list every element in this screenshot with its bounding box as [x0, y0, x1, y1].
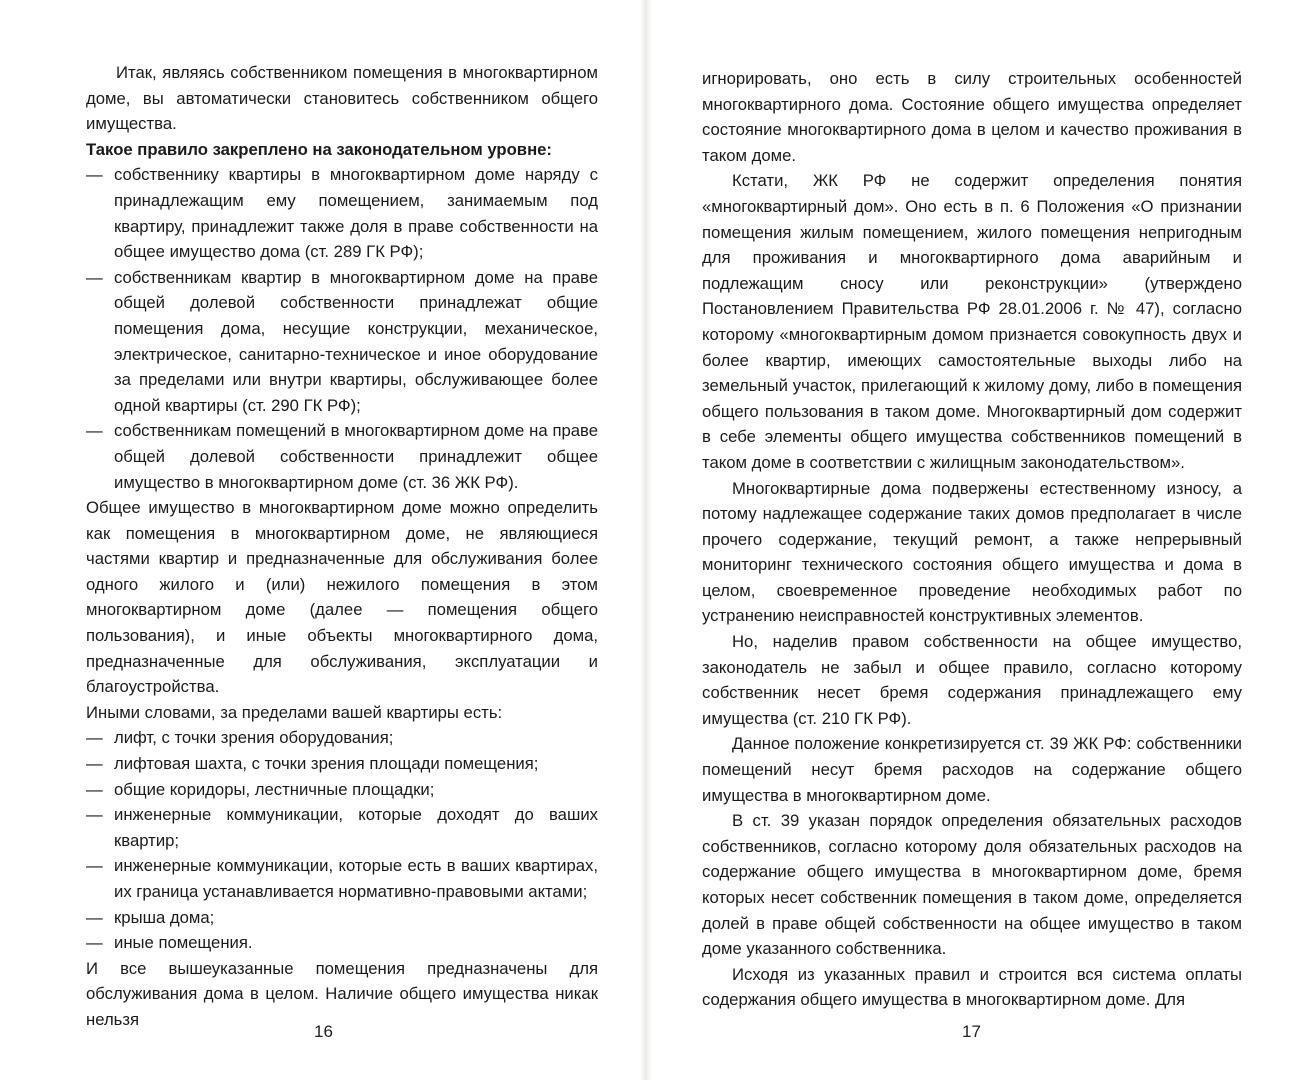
page-number-left: 16: [314, 1022, 333, 1041]
right-paragraph-6: В ст. 39 указан порядок определения обязательных расходов собственников, согласно которому доля обязательных расходов на содержание общего имущества в многоквартирном доме, бремя которых несет собственник помещения в таком доме, определяется долей в праве общей собственности на общее имущество в таком доме указанного собственника.: [702, 811, 1242, 959]
list-item: — общие коридоры, лестничные площадки;: [86, 777, 598, 803]
book-gutter: [640, 0, 652, 1080]
list-dash: —: [86, 805, 103, 825]
right-paragraph-5: Данное положение конкретизируется ст. 39 ЖК РФ: собственники помещений несут бремя расходов на содержание общего имущества в многоквартирном доме.: [702, 734, 1242, 805]
right-paragraph-7: Исходя из указанных правил и строится вся система оплаты содержания общего имущества в многоквартирном доме. Для: [702, 964, 1242, 1010]
list-item: — инженерные коммуникации, которые доходят до ваших квартир;: [86, 802, 598, 853]
left-list-2: [86, 725, 598, 955]
list-item: — собственнику квартиры в многоквартирном доме наряду с принадлежащим ему помещением, занимаемым под квартиру, принадлежит также доля в праве собственности на общее имущество дома (ст. 289 ГК РФ);: [86, 162, 598, 264]
left-list-1: [86, 162, 598, 495]
list-item: — собственникам квартир в многоквартирном доме на праве общей долевой собственности принадлежат общие помещения дома, несущие конструкции, механическое, электрическое, санитарно-техническое и иное оборудование за пределами или внутри квартиры, обслуживающее более одной квартиры (ст. 290 ГК РФ);: [86, 265, 598, 419]
left-paragraph-1: Итак, являясь собственником помещения в многоквартирном доме, вы автоматически становитесь собственником общего имущества.: [86, 63, 598, 134]
left-paragraph-2: Общее имущество в многоквартирном доме можно определить как помещения в многоквартирном доме, не являющиеся частями квартир и предназначенные для обслуживания более одного жилого и (или) нежилого помещения в этом многоквартирном доме (далее — помещения общего пользования), и иные объекты многоквартирного дома, предназначенные для обслуживания, эксплуатации и благоустройства.: [86, 498, 598, 697]
page-number-right: 17: [962, 1022, 981, 1041]
right-page: [702, 66, 1242, 1013]
list-item: — лифтовая шахта, с точки зрения площади помещения;: [86, 751, 598, 777]
list-dash: —: [86, 754, 103, 774]
list-dash: —: [86, 907, 103, 927]
right-paragraph-1: игнорировать, оно есть в силу строительных особенностей многоквартирного дома. Состояние общего имущества определяет состояние многоквартирного дома в целом и качество проживания в таком доме.: [702, 69, 1242, 165]
list-dash: —: [86, 856, 103, 876]
list-item: — лифт, с точки зрения оборудования;: [86, 725, 598, 751]
left-bold-heading: Такое правило закреплено на законодательном уровне:: [86, 139, 552, 159]
list-dash: —: [86, 933, 103, 953]
left-paragraph-3: Иными словами, за пределами вашей квартиры есть:: [86, 702, 503, 722]
list-dash: —: [86, 165, 103, 185]
list-item: — крыша дома;: [86, 905, 598, 931]
list-item: — собственникам помещений в многоквартирном доме на праве общей долевой собственности принадлежит общее имущество в многоквартирном доме (ст. 36 ЖК РФ).: [86, 418, 598, 495]
left-page: [86, 60, 598, 1033]
right-paragraph-3: Многоквартирные дома подвержены естественному износу, а потому надлежащее содержание таких домов предполагает в числе прочего содержание, текущий ремонт, а также непрерывный мониторинг технического состояния общего имущества и дома в целом, своевременное проведение необходимых работ по устранению неисправностей конструктивных элементов.: [702, 478, 1242, 626]
right-paragraph-4: Но, наделив правом собственности на общее имущество, законодатель не забыл и общее правило, согласно которому собственник несет бремя содержания принадлежащего ему имущества (ст. 210 ГК РФ).: [702, 632, 1242, 728]
list-dash: —: [86, 421, 103, 441]
list-dash: —: [86, 267, 103, 287]
list-dash: —: [86, 728, 103, 748]
list-item: — иные помещения.: [86, 930, 598, 956]
left-paragraph-4: И все вышеуказанные помещения предназначены для обслуживания дома в целом. Наличие общего имущества никак нельзя: [86, 958, 598, 1029]
list-dash: —: [86, 779, 103, 799]
right-paragraph-2: Кстати, ЖК РФ не содержит определения понятия «многоквартирный дом». Оно есть в п. 6 Положения «О признании помещения жилым помещением, жилого помещения непригодным для проживания и многоквартирного дома аварийным и подлежащим сносу или реконструкции» (утверждено Постановлением Правительства РФ 28.01.2006 г. № 47), согласно которому «многоквартирным домом признается совокупность двух и более квартир, имеющих самостоятельные выходы либо на земельный участок, прилегающий к жилому дому, либо в помещения общего пользования в таком доме. Многоквартирный дом содержит в себе элементы общего имущества собственников помещений в таком доме в соответствии с жилищным законодательством».: [702, 171, 1242, 472]
list-item: — инженерные коммуникации, которые есть в ваших квартирах, их граница устанавливается нормативно-правовыми актами;: [86, 853, 598, 904]
